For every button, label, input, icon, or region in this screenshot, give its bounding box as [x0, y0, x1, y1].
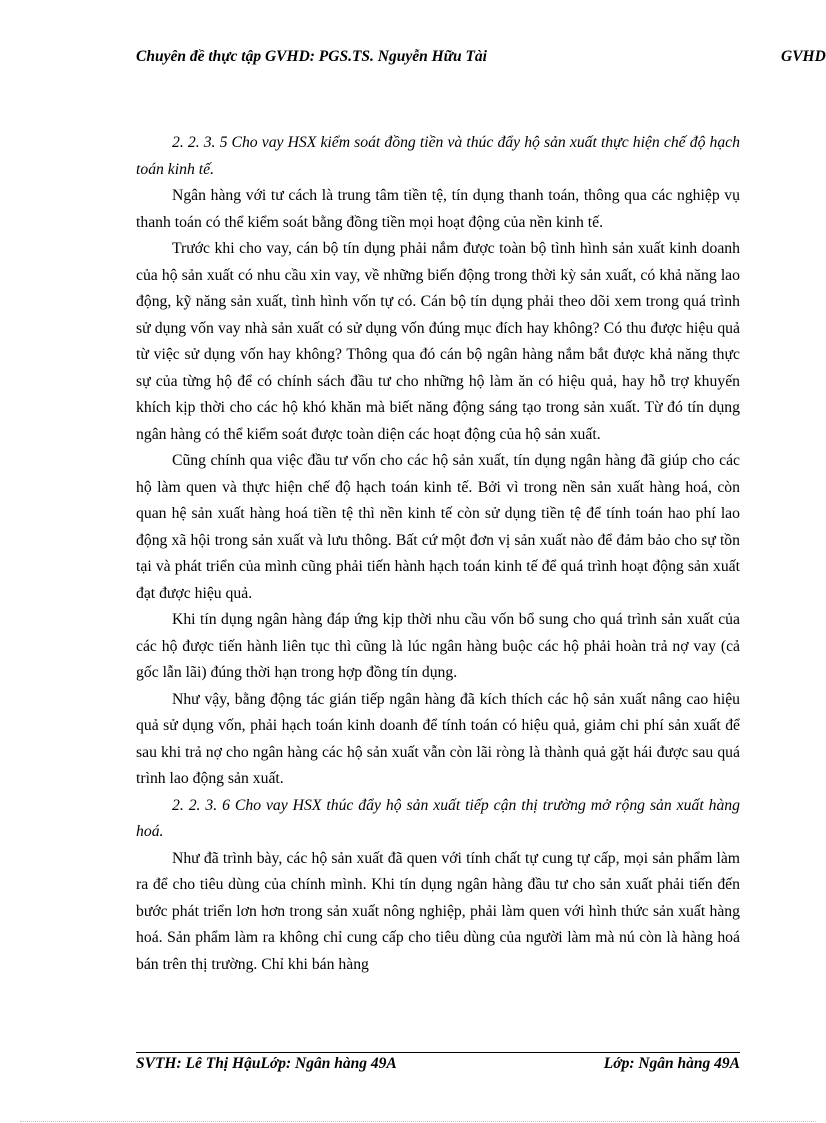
section-heading-2-2-3-6: 2. 2. 3. 6 Cho vay HSX thúc đẩy hộ sản xuất tiếp cận thị trường mở rộng sản xuất hàng hoá. — [136, 796, 740, 840]
footer-class-info: Lớp: Ngân hàng 49A — [603, 1055, 740, 1072]
body-paragraph: Cũng chính qua việc đầu tư vốn cho các hộ sản xuất, tín dụng ngân hàng đã giúp cho các hộ làm quen và thực hiện chế độ hạch toán kinh tế. Bởi vì trong nền sản xuất hàng hoá, còn quan hệ sản xuất hàng hoá tiền tệ thì nền kinh tế còn sử dụng tiền tệ để tính toán hao phí lao động xã hội trong sản xuất và lưu thông. Bất cứ một đơn vị sản xuất nào để đảm bảo cho sự tồn tại và phát triển của mình cũng phải tiến hành hạch toán kinh tế để quá trình hoạt động sản xuất đạt được hiệu quả. — [136, 452, 740, 602]
body-paragraph: Ngân hàng với tư cách là trung tâm tiền tệ, tín dụng thanh toán, thông qua các nghiệp vụ thanh toán có thể kiểm soát bằng đồng tiền mọi hoạt động của nền kinh tế. — [136, 187, 740, 231]
footer-divider — [136, 1052, 740, 1053]
section-heading-2-2-3-5: 2. 2. 3. 5 Cho vay HSX kiểm soát đồng tiền và thúc đẩy hộ sản xuất thực hiện chế độ hạch toán kinh tế. — [136, 134, 740, 178]
body-paragraph: Như vậy, bằng động tác gián tiếp ngân hàng đã kích thích các hộ sản xuất nâng cao hiệu quả sử dụng vốn, phải hạch toán kinh doanh để tính toán có hiệu quả, giảm chi phí sản xuất để sau khi trả nợ cho ngân hàng các hộ sản xuất vẫn còn lãi ròng là thành quả gặt hái được sau quá trình lao động sản xuất. — [136, 690, 740, 787]
page-header — [136, 48, 826, 70]
body-paragraph: Trước khi cho vay, cán bộ tín dụng phải nắm được toàn bộ tình hình sản xuất kinh doanh của hộ sản xuất có nhu cầu xin vay, về những biến động trong thời kỳ sản xuất, có khả năng lao động, kỹ năng sản xuất, tình hình vốn tự có. Cán bộ tín dụng phải theo dõi xem trong quá trình sử dụng vốn vay nhà sản xuất có sử dụng vốn đúng mục đích hay không? Có thu được hiệu quả từ việc sử dụng vốn hay không? Thông qua đó cán bộ ngân hàng nắm bắt được khả năng thực sự của từng hộ để có chính sách đầu tư cho những hộ làm ăn có hiệu quả, hay hỗ trợ khuyến khích kịp thời cho các hộ khó khăn mà biết năng động sáng tạo trong sản xuất. Từ đó tín dụng ngân hàng có thể kiểm soát được toàn diện các hoạt động của hộ sản xuất. — [136, 240, 740, 443]
footer-student-info: SVTH: Lê Thị HậuLớp: Ngân hàng 49A — [136, 1055, 397, 1072]
document-body — [136, 130, 740, 978]
body-paragraph: Như đã trình bày, các hộ sản xuất đã quen với tính chất tự cung tự cấp, mọi sản phẩm làm ra để cho tiêu dùng của chính mình. Khi tín dụng ngân hàng đầu tư cho sản xuất phải tiến đến bước phát triển lơn hơn trong sản xuất nông nghiệp, phải làm quen với hình thức sản xuất hàng hoá. Sản phẩm làm ra không chỉ cung cấp cho tiêu dùng của người làm mà nú còn là hàng hoá bán trên thị trường. Chỉ khi bán hàng — [136, 849, 740, 973]
header-right-label: GVHD — [781, 48, 826, 65]
header-title: Chuyên đề thực tập GVHD: PGS.TS. Nguyễn Hữu Tài — [136, 48, 487, 65]
page-bottom-border — [20, 1121, 816, 1122]
body-paragraph: Khi tín dụng ngân hàng đáp ứng kịp thời nhu cầu vốn bổ sung cho quá trình sản xuất của các hộ được tiến hành liên tục thì cũng là lúc ngân hàng buộc các hộ phải hoàn trả nợ vay (cả gốc lẫn lãi) đúng thời hạn trong hợp đồng tín dụng. — [136, 611, 740, 681]
